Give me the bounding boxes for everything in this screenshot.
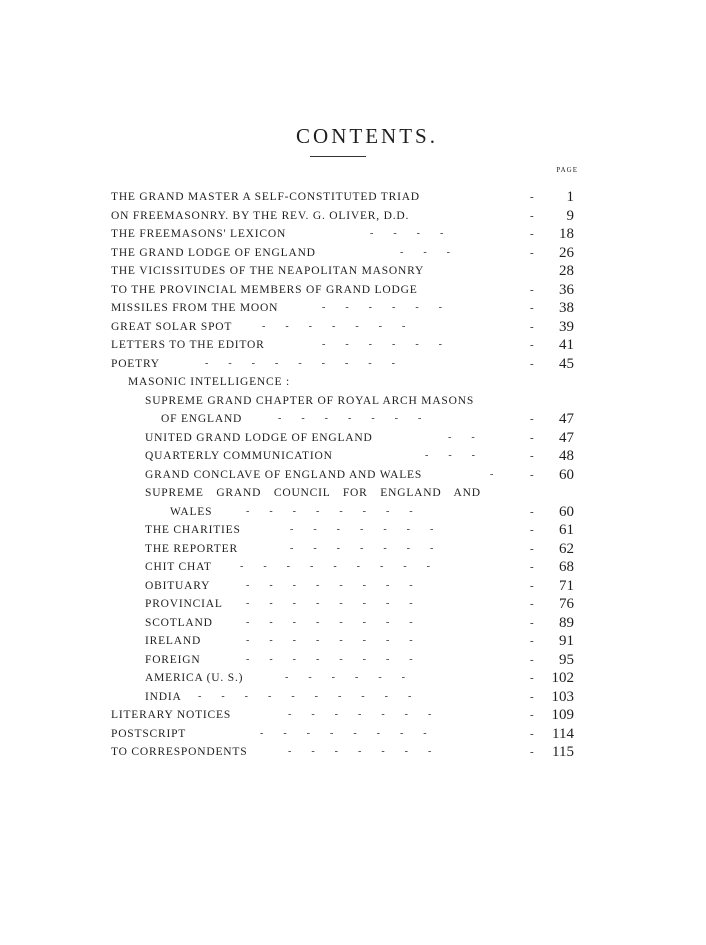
leader-dash: -	[530, 450, 535, 462]
toc-entry-page: 62	[559, 540, 574, 557]
leader-dots: - - - - - - -	[278, 413, 422, 424]
toc-entry-label: ON FREEMASONRY. BY THE REV. G. OLIVER, D.D.	[111, 209, 410, 222]
toc-entry-label: LITERARY NOTICES	[111, 709, 232, 721]
toc-entry-page: 1	[566, 189, 574, 205]
toc-entry[interactable]	[0, 669, 706, 688]
toc-entry-label: AMERICA (U. S.)	[145, 672, 244, 684]
toc-entry-page: 39	[559, 318, 574, 335]
leader-dots: - - -	[400, 246, 450, 258]
leader-dash: -	[530, 524, 535, 536]
toc-section-heading[interactable]	[0, 373, 706, 392]
leader-dash: -	[530, 357, 535, 370]
table-of-contents	[0, 188, 706, 762]
toc-entry-label: SUPREME GRAND CHAPTER OF ROYAL ARCH MASONS	[145, 394, 475, 407]
toc-entry-page: 26	[559, 244, 574, 261]
leader-dots: - - - - - -	[322, 339, 442, 350]
leader-dash: -	[530, 468, 535, 481]
toc-entry-page: 41	[559, 337, 574, 353]
toc-entry-page: 60	[559, 503, 574, 520]
toc-entry-label: IRELAND	[145, 635, 202, 647]
leader-dots: - - - - - -	[285, 672, 405, 683]
leader-dash: -	[530, 672, 535, 684]
title-rule	[310, 156, 366, 157]
toc-entry[interactable]	[0, 207, 706, 226]
toc-entry[interactable]	[0, 355, 706, 374]
toc-entry-label: WALES	[170, 505, 213, 518]
toc-entry-page: 36	[559, 281, 574, 298]
toc-entry-label: SCOTLAND	[145, 616, 213, 629]
toc-entry[interactable]	[0, 447, 706, 466]
toc-entry-page: 89	[559, 614, 574, 631]
toc-entry-label: INDIA	[145, 690, 182, 703]
toc-entry[interactable]	[0, 521, 706, 540]
leader-dash: -	[530, 709, 535, 721]
toc-entry-page: 47	[559, 411, 574, 427]
toc-entry-label: CHIT CHAT	[145, 561, 212, 573]
toc-entry-label: LETTERS TO THE EDITOR	[111, 339, 265, 351]
leader-dash: -	[530, 561, 535, 573]
toc-entry-label: THE VICISSITUDES OF THE NEAPOLITAN MASONRY	[111, 265, 425, 277]
leader-dash: -	[530, 320, 535, 333]
leader-dots: - - - - - - -	[290, 542, 434, 554]
toc-entry-page: 76	[559, 596, 574, 612]
toc-entry-label: THE CHARITIES	[145, 524, 241, 536]
toc-entry-page: 47	[559, 429, 574, 446]
leader-dash: -	[530, 339, 535, 351]
toc-entry-label: TO THE PROVINCIAL MEMBERS OF GRAND LODGE	[111, 283, 418, 296]
toc-entry[interactable]	[0, 318, 706, 337]
toc-entry[interactable]	[0, 281, 706, 300]
toc-entry[interactable]	[0, 244, 706, 263]
toc-entry[interactable]	[0, 632, 706, 651]
toc-entry-label: PROVINCIAL	[145, 598, 223, 610]
toc-entry-page: 68	[559, 559, 574, 575]
leader-dots: - - - - - - - -	[246, 598, 413, 609]
toc-entry-label: TO CORRESPONDENTS	[111, 746, 248, 758]
toc-entry-label: SUPREME GRAND COUNCIL FOR ENGLAND AND	[145, 487, 481, 499]
toc-entry[interactable]	[0, 651, 706, 670]
leader-dash: -	[530, 616, 535, 629]
toc-entry-label: THE REPORTER	[145, 542, 238, 555]
toc-entry-label: GREAT SOLAR SPOT	[111, 320, 233, 333]
page-column-label: PAGE	[556, 166, 578, 174]
leader-dash: -	[530, 635, 535, 647]
leader-dash: -	[530, 579, 535, 592]
leader-dash: -	[530, 246, 535, 259]
toc-entry-label: UNITED GRAND LODGE OF ENGLAND	[145, 431, 373, 444]
leader-dash: -	[530, 505, 535, 518]
leader-dash: -	[530, 413, 535, 425]
toc-entry[interactable]	[0, 595, 706, 614]
leader-dots: - - - - - - - -	[260, 727, 427, 739]
leader-dots: - - - - - - - - - -	[198, 690, 412, 702]
toc-entry-page: 95	[559, 651, 574, 668]
toc-entry[interactable]	[0, 429, 706, 448]
toc-entry-page: 103	[551, 688, 574, 705]
toc-entry[interactable]	[0, 577, 706, 596]
leader-dash: -	[530, 283, 535, 296]
toc-entry[interactable]	[0, 540, 706, 559]
toc-entry-label: QUARTERLY COMMUNICATION	[145, 450, 333, 462]
toc-entry-label: MISSILES FROM THE MOON	[111, 302, 279, 314]
toc-entry-label: POETRY	[111, 357, 160, 370]
leader-dots: - - - -	[370, 228, 444, 239]
toc-entry-page: 48	[559, 448, 574, 464]
leader-dots: - -	[448, 431, 475, 443]
page-title: CONTENTS.	[296, 124, 438, 148]
leader-dash: -	[530, 302, 535, 314]
toc-entry[interactable]	[0, 743, 706, 762]
leader-dots: - - - - - - -	[290, 524, 434, 535]
leader-dash: -	[530, 727, 535, 740]
toc-entry-label: MASONIC INTELLIGENCE :	[128, 376, 290, 388]
toc-entry-page: 102	[551, 670, 574, 686]
toc-entry[interactable]	[0, 466, 706, 485]
leader-dots: - - - - - - - - -	[240, 561, 430, 572]
toc-entry[interactable]	[0, 558, 706, 577]
leader-dots: - - - - - - - - -	[205, 357, 395, 369]
toc-entry-label: OF ENGLAND	[161, 413, 243, 425]
leader-dash: -	[530, 598, 535, 610]
leader-dash: -	[530, 228, 535, 240]
leader-dash: -	[530, 690, 535, 703]
toc-entry-page: 38	[559, 300, 574, 316]
leader-dash: -	[530, 746, 535, 758]
leader-dash: -	[530, 209, 535, 222]
toc-entry-page: 9	[566, 207, 574, 224]
toc-entry-page: 45	[559, 355, 574, 372]
toc-entry[interactable]	[0, 410, 706, 429]
leader-dots: - - - - - - - -	[246, 653, 413, 665]
leader-dash: -	[530, 191, 535, 203]
toc-entry-page: 71	[559, 577, 574, 594]
leader-dots: - - - - - - - -	[246, 616, 413, 628]
toc-entry-label: THE GRAND LODGE OF ENGLAND	[111, 246, 316, 259]
leader-dots: - - - - - - - -	[246, 579, 413, 591]
toc-entry[interactable]	[0, 614, 706, 633]
toc-entry[interactable]	[0, 503, 706, 522]
toc-entry-page: 115	[552, 744, 574, 760]
toc-entry[interactable]	[0, 262, 706, 281]
toc-entry[interactable]	[0, 225, 706, 244]
toc-entry-page: 60	[559, 466, 574, 483]
toc-entry-label: FOREIGN	[145, 653, 201, 666]
toc-entry[interactable]	[0, 188, 706, 207]
leader-dots: - - - - - - -	[288, 746, 432, 757]
leader-dots: - - - - - -	[322, 302, 442, 313]
leader-dash: -	[530, 653, 535, 666]
toc-entry[interactable]	[0, 484, 706, 503]
toc-entry-page: 18	[559, 226, 574, 242]
toc-entry-page: 28	[559, 263, 574, 279]
toc-entry-label: POSTSCRIPT	[111, 727, 187, 740]
toc-entry-label: THE FREEMASONS' LEXICON	[111, 228, 287, 240]
leader-dash: -	[530, 431, 535, 444]
leader-dots: - - - - - - - -	[246, 505, 413, 517]
toc-entry-page: 109	[551, 707, 574, 723]
leader-dots: - - -	[425, 450, 475, 461]
leader-dots: -	[490, 468, 494, 480]
toc-entry[interactable]	[0, 688, 706, 707]
toc-entry[interactable]	[0, 706, 706, 725]
toc-entry[interactable]	[0, 392, 706, 411]
toc-entry-page: 114	[552, 725, 574, 742]
toc-entry[interactable]	[0, 336, 706, 355]
toc-entry[interactable]	[0, 725, 706, 744]
leader-dash: -	[530, 542, 535, 555]
leader-dots: - - - - - - -	[288, 709, 432, 720]
toc-entry-page: 61	[559, 522, 574, 538]
toc-entry-label: OBITUARY	[145, 579, 211, 592]
toc-entry-label: THE GRAND MASTER A SELF-CONSTITUTED TRIAD	[111, 191, 420, 203]
leader-dots: - - - - - - -	[262, 320, 406, 332]
leader-dots: - - - - - - - -	[246, 635, 413, 646]
toc-entry-page: 91	[559, 633, 574, 649]
toc-entry[interactable]	[0, 299, 706, 318]
toc-entry-label: GRAND CONCLAVE OF ENGLAND AND WALES	[145, 468, 423, 481]
